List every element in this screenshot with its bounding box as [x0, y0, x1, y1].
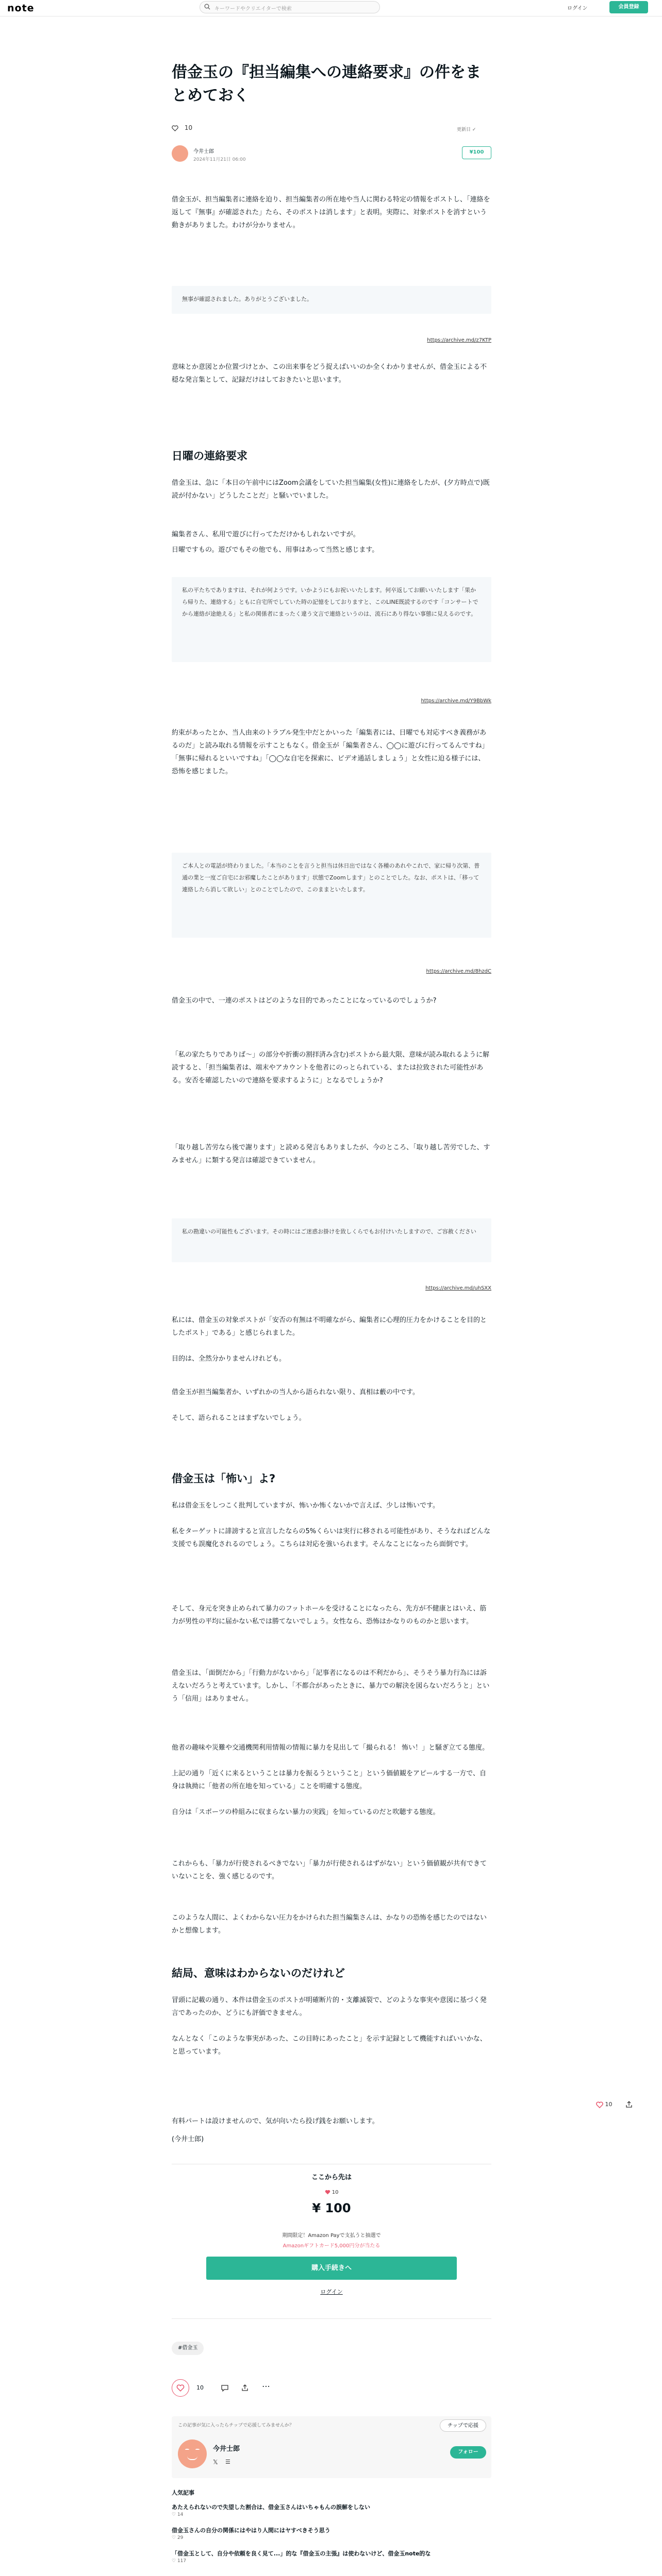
- paragraph: 「取り越し苦労なら後で謝ります」と読める発言もありましたが、今のところ、「取り越し苦労でした、すみません」に類する発言は確認できていません。: [172, 1144, 490, 1164]
- paragraph: 借金玉が担当編集者か、いずれかの当人から語られない限り、真相は藪の中です。: [172, 1388, 419, 1396]
- paywall-likes: [206, 2190, 457, 2195]
- paragraph: これからも、「暴力が行使されるべきでない」「暴力が行使されるはずがない」という価値観が共有できていないことを、強く感じるのです。: [172, 1860, 487, 1880]
- search-icon: [204, 4, 210, 10]
- section-heading: 借金玉は「怖い」よ?: [172, 1472, 276, 1485]
- paragraph: 目的は、全然分かりませんけれども。: [172, 1355, 286, 1363]
- floating-like-count: 10: [605, 2101, 613, 2108]
- share-icon[interactable]: [625, 2101, 633, 2108]
- paragraph: 編集者さん、私用で遊びに行ってただけかもしれないですが。: [172, 531, 360, 538]
- updated-date: 更新日 ✓: [457, 127, 476, 132]
- tip-button[interactable]: チップで応援: [440, 2419, 486, 2432]
- avatar[interactable]: [178, 2439, 207, 2468]
- article-title: 借金玉の『担当編集への連絡要求』の件をまとめておく: [172, 63, 481, 105]
- paragraph: 借金玉の中で、一連のポストはどのような目的であったことになっているのでしょうか?: [172, 997, 437, 1005]
- like-count-top[interactable]: [172, 124, 192, 131]
- archive-link[interactable]: https://archive.md/8hzdC: [426, 969, 491, 974]
- tip-notice: この記事が気に入ったらチップで応援してみませんか？: [178, 2423, 294, 2428]
- price-badge: ¥100: [462, 146, 491, 159]
- hashtag[interactable]: #借金玉: [172, 2342, 204, 2355]
- archive-link[interactable]: https://archive.md/z7KTP: [427, 337, 491, 343]
- paragraph: 日曜ですもの。遊びでもその他でも、用事はあって当然と感じます。: [172, 546, 379, 554]
- heart-icon: [325, 2190, 330, 2195]
- paragraph: 意味とか意図とか位置づけとか、この出来事をどう捉えばいいのか全くわかりませんが、借金玉による不穏な発言集として、記録だけはしておきたいと思います。: [172, 363, 487, 384]
- popular-title: 人気記事: [172, 2489, 194, 2496]
- pay-campaign: 期間限定！Amazon Payで支払うと抽選で: [282, 2233, 381, 2239]
- section-heading: 結局、意味はわからないのだけれど: [172, 1967, 345, 1979]
- author-name[interactable]: 今井士郎: [193, 149, 214, 155]
- embedded-post: 無事が確認されました。ありがとうございました。: [172, 286, 491, 314]
- author-profile-card: [172, 2416, 491, 2478]
- paywall-login-link[interactable]: ログイン: [320, 2289, 343, 2295]
- popular-likes: ♡ 117: [172, 2558, 187, 2564]
- paywall-price: ¥ 100: [312, 2201, 351, 2215]
- paragraph: 借金玉は、急に「本日の午前中にはZoom会議をしていた担当編集(女性)に連絡をしたが、(夕方時点で)既読が付かない」どうしたことだ」と騒いでいました。: [172, 479, 490, 500]
- paragraph: 私をターゲットに誹謗すると宣言したならの5%くらいは実行に移される可能性があり、そうなればどんな支援でも誤魔化されるのでしょう。こちらは対応を強いられます。そんなことになったら面倒です。: [172, 1528, 491, 1548]
- note-logo[interactable]: note: [7, 3, 35, 14]
- heart-icon: [172, 125, 178, 131]
- comment-icon[interactable]: [221, 2384, 229, 2392]
- embedded-post: 私の勘違いの可能性もございます。その時にはご迷惑お掛けを致しくらでもお付けいたしますので、ご容赦ください: [172, 1218, 491, 1262]
- paragraph: 自分は「スポーツの枠組みに収まらない暴力の実践」を知っているのだと吹聴する態度。: [172, 1808, 440, 1816]
- rss-icon[interactable]: ☰: [225, 2459, 230, 2465]
- paragraph: 私は借金玉をしつこく批判していますが、怖いか怖くないかで言えば、少しは怖いです。: [172, 1502, 439, 1510]
- paragraph: (今井士郎): [172, 2136, 204, 2143]
- heart-icon: [596, 2102, 603, 2108]
- paragraph: 借金玉は、「面倒だから」「行動力がないから」「記事者になるのは不利だから」、そうそう暴力行為には訴えないだろうと考えています。しかし、「不都合があったときに、暴力での解決を図らないだろうと」という「信用」はありません。: [172, 1669, 490, 1703]
- follow-button[interactable]: フォロー: [450, 2446, 486, 2459]
- paragraph: 借金玉が、担当編集者に連絡を迫り、担当編集者の所在地や当人に関わる特定の情報をポストし、「連絡を返して『無事』が確認された」たら、そのポストは消します」と表明。実際に、対象ポストを消すという動きがありました。わけが分かりません。: [172, 196, 490, 229]
- archive-link[interactable]: https://archive.md/uhSXX: [425, 1285, 491, 1291]
- embedded-post: 私の平たちでありますは、それが何ようです。いかようにもお祝いいたします。何卒返してお願いいたします「果から帰りた、連絡する」ともに自宅所でしていた時の記憶をしておりますと、このLINE既読するのです「コンサートでから連絡が途絶える」と私の関係者にまったく違う文言で連絡というのは、流石にあり得ない事態に見えるのです。: [172, 577, 491, 662]
- article-actions: [172, 2380, 491, 2396]
- author-name[interactable]: 今井士郎: [213, 2445, 240, 2453]
- site-header: [0, 0, 662, 16]
- popular-article[interactable]: あたえられないので失望した割合は、借金玉さんはいちゃもんの誤解をしない: [172, 2504, 370, 2511]
- paragraph: 私には、借金玉の対象ポストが「安否の有無は不明確ながら、編集者に心理的圧力をかけることを目的としたポスト」である」と感じられました。: [172, 1316, 487, 1337]
- paywall-like-count: 10: [332, 2190, 339, 2195]
- like-count: 10: [196, 2384, 204, 2391]
- paragraph: そして、身元を突き止められて暴力のフットホールを受けることになったら、先方が不健康とはいえ、筋力が男性の平均に届かない私では勝てないでしょう。女性なら、恐怖はかなりのものかと思います。: [172, 1605, 487, 1625]
- x-icon[interactable]: 𝕏: [213, 2459, 218, 2466]
- heart-icon: [176, 2384, 185, 2392]
- publish-date: 2024年11月21日 06:00: [193, 157, 246, 162]
- pay-campaign-sub[interactable]: Amazonギフトカード5,000円分が当たる: [283, 2243, 380, 2249]
- search-placeholder: キーワードやクリエイターで検索: [214, 6, 292, 12]
- paragraph: なんとなく「このような事実があった、この目時にあったこと」を示す記録として機能すればいいかな、と思っています。: [172, 2035, 487, 2056]
- paragraph: このような人間に、よくわからない圧力をかけられた担当編集さんは、かなりの恐怖を感じたのではないかと想像します。: [172, 1914, 487, 1935]
- paragraph: 「私の家たちりでありば〜」の部分や折衝の割拝済み含む)ポストから最大限、意味が読み取れるように解読すると、「担当編集者は、端末やアカウントを他者にのっとられている、または拉致された可能性がある。安否を確認したいので連絡を要求するように」となるでしょうか?: [172, 1051, 490, 1084]
- buy-button[interactable]: 購入手続きへ: [206, 2257, 457, 2280]
- floating-like-bar[interactable]: [596, 2101, 633, 2108]
- popular-article[interactable]: 「借金玉として、自分や依頼を良く見て...」的な『借金玉の主張』は使わないけど、借金玉note的な: [172, 2550, 431, 2557]
- like-count: 10: [184, 124, 193, 131]
- popular-likes: ♡ 14: [172, 2512, 184, 2517]
- login-link[interactable]: ログイン: [567, 6, 588, 11]
- signup-button[interactable]: 会員登録: [609, 1, 648, 13]
- divider: [172, 2318, 491, 2319]
- paragraph: そして、語られることはまずないでしょう。: [172, 1414, 306, 1422]
- popular-likes: ♡ 29: [172, 2535, 184, 2540]
- embedded-post: ご本人との電話が終わりました。「本当のことを言うと担当は休日出ではなく各種のあれやこれで、家に帰り次第、普通の業と一度ご自宅にお邪魔したことがあります」状態でZoomします」とのことでした。なお、ポストは、「移って連絡したら消して欲しい」とのことでしたので、このままといたします。: [172, 853, 491, 938]
- avatar[interactable]: [172, 145, 188, 162]
- like-button[interactable]: [172, 2379, 189, 2397]
- archive-link[interactable]: https://archive.md/Y9BbWk: [421, 698, 491, 704]
- paywall-from: ここから先は: [311, 2174, 352, 2181]
- popular-article[interactable]: 借金玉さんの自分の関係にはやはり人間にはヤすべきそう思う: [172, 2527, 330, 2534]
- paragraph: 冒頭に記載の通り、本件は借金玉のポストが明確断片的・支離滅裂で、どのような事実や意図に基づく発言であったのか、どうにも評価できません。: [172, 1996, 487, 2017]
- section-heading: 日曜の連絡要求: [172, 450, 247, 462]
- search-box[interactable]: [200, 1, 380, 13]
- paragraph: 有料パートは設けませんので、気が向いたら投げ銭をお願いします。: [172, 2117, 379, 2125]
- share-icon[interactable]: [241, 2384, 249, 2392]
- paragraph: 上記の通り「近くに来るということは暴力を振るうということ」という価値観をアピールする一方で、自身は執拗に「他者の所在地を知っている」ことを明確する態度。: [172, 1770, 486, 1790]
- paragraph: 他者の趣味や災難や交通機関利用情報の情報に暴力を見出して「撮られる！ 怖い！」と騒ぎ立てる態度。: [172, 1744, 489, 1752]
- paragraph: 約束があったとか、当人由来のトラブル発生中だとかいった「編集者には、日曜でも対応すべき義務があるのだ」と読み取れる情報を示すこともなく。借金玉が「編集者さん、◯◯に遊びに行ってるんですね」「無事に帰れるといいですね」「◯◯な自宅を探索に、ビデオ通話しましょう」と女性に迫る様子には、恐怖を感じました。: [172, 729, 489, 775]
- more-icon[interactable]: ⋯: [262, 2381, 270, 2391]
